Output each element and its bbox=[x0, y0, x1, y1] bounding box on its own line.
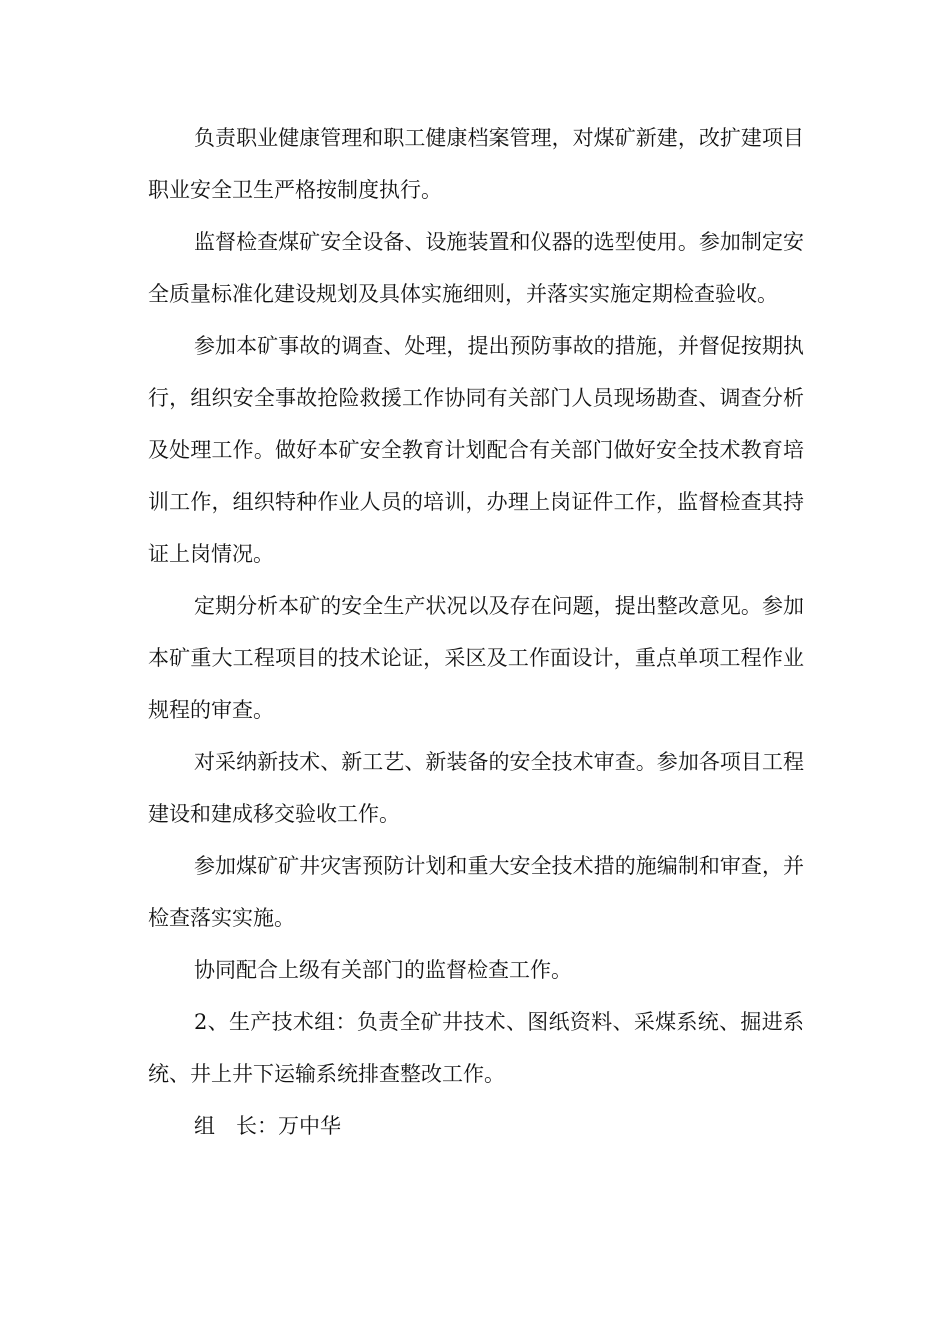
paragraph-health-management: 负责职业健康管理和职工健康档案管理，对煤矿新建，改扩建项目职业安全卫生严格按制度执行。 bbox=[148, 126, 804, 202]
paragraph-safety-analysis: 定期分析本矿的安全生产状况以及存在问题，提出整改意见。参加本矿重大工程项目的技术论证，采区及工作面设计，重点单项工程作业规程的审查。 bbox=[148, 594, 804, 722]
paragraph-cooperation: 协同配合上级有关部门的监督检查工作。 bbox=[194, 958, 572, 982]
group-leader-line: 组 长：万中华 bbox=[194, 1114, 341, 1138]
paragraph-equipment-inspection: 监督检查煤矿安全设备、设施装置和仪器的选型使用。参加制定安全质量标准化建设规划及具体实施细则，并落实实施定期检查验收。 bbox=[148, 230, 804, 306]
paragraph-technology-review: 对采纳新技术、新工艺、新装备的安全技术审查。参加各项目工程建设和建成移交验收工作。 bbox=[148, 750, 804, 826]
paragraph-disaster-prevention: 参加煤矿矿井灾害预防计划和重大安全技术措的施编制和审查，并检查落实实施。 bbox=[148, 854, 804, 930]
paragraph-production-technology-group: 2、生产技术组：负责全矿井技术、图纸资料、采煤系统、掘进系统、井上井下运输系统排查整改工作。 bbox=[148, 1010, 804, 1086]
document-body bbox=[148, 112, 804, 1152]
paragraph-accident-investigation: 参加本矿事故的调查、处理，提出预防事故的措施，并督促按期执行，组织安全事故抢险救援工作协同有关部门人员现场勘查、调查分析及处理工作。做好本矿安全教育计划配合有关部门做好安全技术教育培训工作，组织特种作业人员的培训，办理上岗证件工作，监督检查其持证上岗情况。 bbox=[148, 334, 804, 566]
